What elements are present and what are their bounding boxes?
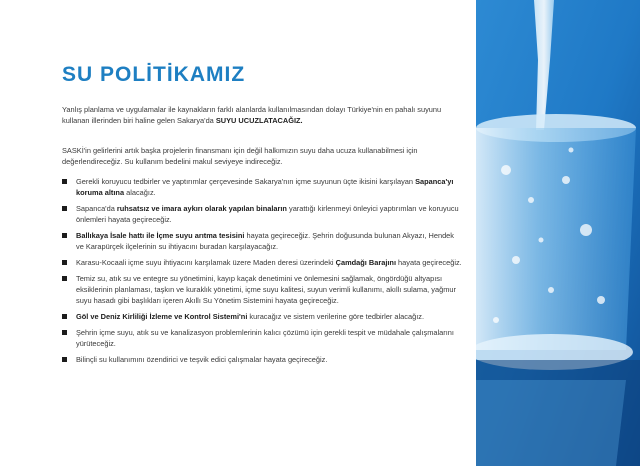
square-bullet-icon [62,357,67,362]
page-title: SU POLİTİKAMIZ [62,63,246,86]
policy-item [62,311,462,322]
intro-text: Yanlış planlama ve uygulamalar ile kaynakların farklı alanlarda kullanılmasından dolayı Türkiye'nin en pahalı suyunu kullanan illerinden biri haline gelen Sakarya'da [62,105,442,125]
intro-paragraph-1 [62,104,458,126]
water-glass-illustration [476,0,640,466]
policy-item [62,203,462,225]
intro-paragraph-2: SASKİ'in gelirlerini artık başka projelerin finansmanı için değil halkımızın suyu daha ucuza kullanabilmesi için değerlendireceğiz. Su kullanım bedelini makul seviyeye indireceğiz. [62,146,418,166]
square-bullet-icon [62,330,67,335]
policy-item-text: Bilinçli su kullanımını özendirici ve teşvik edici çalışmalar hayata geçireceğiz. [76,355,328,364]
policy-item-text: Karasu-Kocaali içme suyu ihtiyacını karşılamak üzere Maden deresi üzerindeki [76,258,336,267]
policy-item-emphasis: Çamdağı Barajını [335,258,396,267]
policy-item-text: hayata geçireceğiz. [396,258,462,267]
policy-item [62,327,462,349]
policy-item-text: Temiz su, atık su ve entegre su yönetimini, kayıp kaçak denetimini ve önlemesini sağlamak, öngördüğü altyapısı eksiklerinin planlaması, taşkın ve kuraklık yönetimi, içme suyu kalitesi, suyun verimli kullanımı, akıllı sulama, yağmur suyu hasadı gibi başlıkları içeren Akıllı Su Yönetim Sistemini hayata geçireceğiz. [76,274,456,305]
policy-item-text: yarattığı kirlenmeyi önleyici yaptırımları ve koruyucu önlemleri hayata geçireceğiz. [76,204,459,224]
policy-item-text: Şehrin içme suyu, atık su ve kanalizasyon problemlerinin kalıcı çözümü için gerekli tespit ve müdahale çalışmalarını yürüteceğiz. [76,328,454,348]
square-bullet-icon [62,233,67,238]
policy-item-text: Sapanca'da [76,204,117,213]
water-glass-photo [476,0,640,466]
policy-item-text: kuracağız ve sistem verilerine göre tedbirler alacağız. [247,312,425,321]
policy-item-emphasis: Sapanca'yı koruma altına [76,177,454,197]
policy-item-emphasis: Göl ve Deniz Kirliliği İzleme ve Kontrol Sistemi'ni [76,312,248,321]
policy-item [62,257,462,268]
policy-item [62,273,462,306]
policy-item-emphasis: Ballıkaya İsale hattı ile İçme suyu arıtma tesisini [76,231,245,240]
policy-item [62,230,462,252]
policy-item-text: hayata geçireceğiz. Şehrin doğusunda bulunan Akyazı, Hendek ve Karapürçek ilçelerinin su ihtiyacını buradan karşılayacağız. [76,231,454,251]
square-bullet-icon [62,206,67,211]
policy-item-text: alacağız. [124,188,156,197]
square-bullet-icon [62,276,67,281]
policy-item-text: Gerekli koruyucu tedbirler ve yaptırımlar çerçevesinde Sakarya'nın içme suyunun üçte ikisini karşılayan [76,177,416,186]
square-bullet-icon [62,260,67,265]
policy-list [62,176,462,370]
intro-emphasis: SUYU UCUZLATACAĞIZ. [215,116,303,125]
square-bullet-icon [62,314,67,319]
square-bullet-icon [62,179,67,184]
policy-item [62,354,462,365]
policy-item [62,176,462,198]
policy-item-emphasis: ruhsatsız ve imara aykırı olarak yapılan binaların [116,204,287,213]
